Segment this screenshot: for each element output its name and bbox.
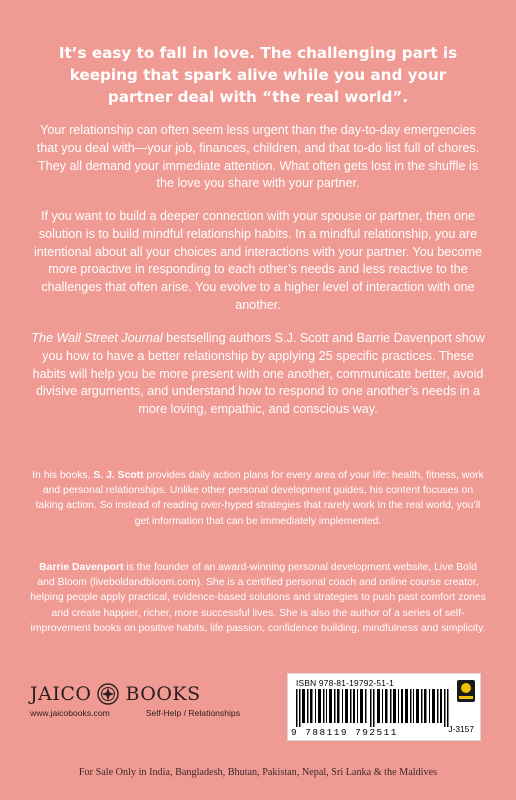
- publisher-subline: [30, 708, 240, 718]
- bio-text-scott: provides daily action plans for every area of your life: health, fitness, work and personal relationships. Unlike other personal development guides, his content focuses on taking action. So instead of reading over-hyped strategies that rarely work in the real world, you’ll get information that can be immediately implemented.: [35, 470, 484, 527]
- blurb-paragraph-3-text: bestselling authors S.J. Scott and Barrie Davenport show you how to have a better relationship by applying 25 specific practices. These habits will help you be more present with one another, communicate better, avoid divisive arguments, and understand how to respond to one another’s needs in a more loving, empathic, and conscious way.: [32, 331, 485, 417]
- book-category: Self-Help / Relationships: [145, 708, 240, 718]
- publisher-block: [30, 683, 240, 718]
- jaico-emblem-icon: [97, 683, 119, 705]
- barcode-icon: [296, 689, 452, 727]
- publisher-name-right: BOOKS: [125, 683, 201, 705]
- publisher-website[interactable]: www.jaicobooks.com: [30, 708, 110, 718]
- barcode-panel: [287, 673, 481, 741]
- isbn-number: ISBN 978-81-19792-51-1: [296, 678, 394, 688]
- author-name-davenport: Barrie Davenport: [39, 562, 124, 573]
- publisher-logo: [30, 683, 240, 705]
- blurb-paragraph-1: Your relationship can often seem less urgent than the day-to-day emergencies that you deal with—your job, finances, children, and that to-do list full of chores. They all demand your immediate attention. What often gets lost in the shuffle is the love you share with your partner.: [36, 123, 480, 191]
- author-name-scott: S. J. Scott: [93, 470, 144, 481]
- publisher-name-left: JAICO: [30, 683, 92, 705]
- bio-text-davenport: is the founder of an award-winning personal development website, Live Bold and Bloom (liveboldandbloom.com). She is a certified personal coach and online course creator, helping people apply practical, evidence-based solutions and strategies to push past comfort zones and create happier, richer, more successful lives. She is also the author of a series of self-improvement books on positive habits, life passion, confidence building, mindfulness and simplicity.: [30, 562, 486, 634]
- newspaper-title: The Wall Street Journal: [31, 331, 163, 345]
- tagline: It’s easy to fall in love. The challenging part is keeping that spark alive while you and your partner deal with “the real world”.: [58, 44, 458, 106]
- sale-territory-note: For Sale Only in India, Bangladesh, Bhutan, Pakistan, Nepal, Sri Lanka & the Maldives: [78, 767, 438, 778]
- product-code: J-3157: [448, 724, 474, 734]
- author-bio-scott: [30, 468, 486, 529]
- barcode-digits: 9 788119 792511: [291, 727, 398, 738]
- jaico-badge-icon: [457, 680, 475, 702]
- author-bio-davenport: [30, 560, 486, 636]
- bio-intro: In his books,: [32, 470, 94, 481]
- blurb-paragraph-3: [30, 330, 486, 419]
- blurb-paragraph-2: If you want to build a deeper connection with your spouse or partner, then one solution is to build mindful relationship habits. In a mindful relationship, you are intentional about all your choices and interactions with your partner. You become more proactive in responding to each other’s needs and less reactive to the challenges that often arise. You evolve to a higher level of interaction with one another.: [33, 209, 483, 312]
